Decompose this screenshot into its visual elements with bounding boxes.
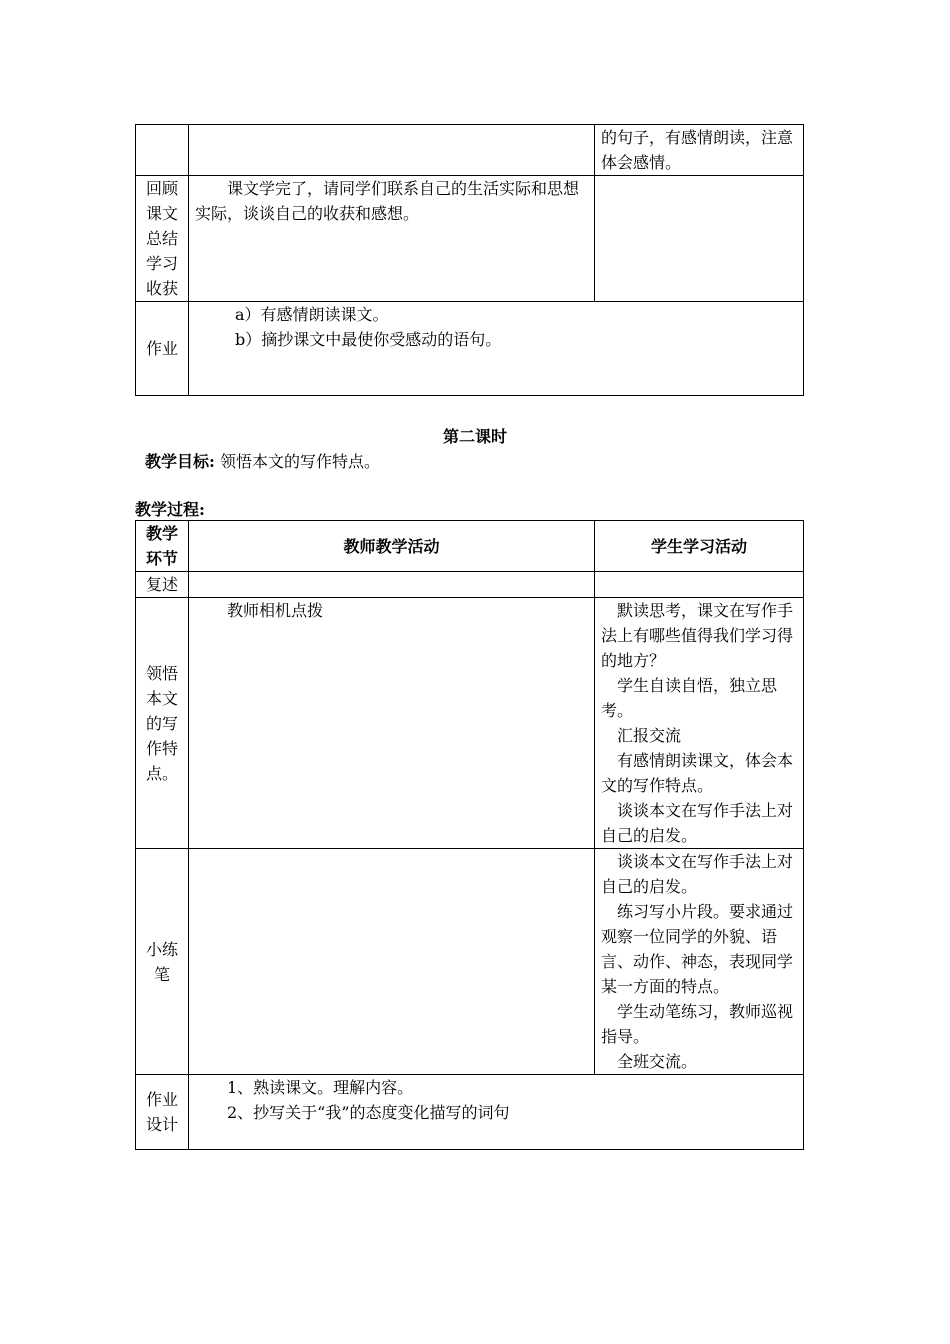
- goal-label: 教学目标:: [145, 452, 215, 471]
- stage-label: [136, 302, 189, 396]
- stage-text: 小练笔: [145, 939, 178, 984]
- cell: [189, 176, 595, 302]
- cell: [189, 598, 595, 849]
- cell: [189, 572, 595, 598]
- table-row: [136, 302, 804, 396]
- cell-text: 学生自读自悟，独立思考。: [601, 676, 778, 720]
- list-item: a）有感情朗读课文。: [235, 305, 389, 324]
- cell-text: 教师相机点拨: [227, 601, 324, 620]
- cell-text: 练习写小片段。要求通过观察一位同学的外貌、语言、动作、神态，表现同学某一方面的特点。: [601, 902, 794, 996]
- header-teacher: 教师教学活动: [189, 521, 595, 572]
- stage-label: [136, 176, 189, 302]
- stage-text: 作业设计: [145, 1090, 178, 1134]
- lesson1-table: [135, 124, 804, 396]
- stage-text: 领悟本文的写作特点。: [145, 663, 178, 783]
- cell: [189, 849, 595, 1075]
- process-label: 教学过程:: [135, 500, 205, 519]
- teaching-goal: [145, 449, 380, 472]
- header-student: 学生学习活动: [595, 521, 804, 572]
- cell: [189, 125, 595, 176]
- cell: [136, 125, 189, 176]
- cell-text: 学生动笔练习，教师巡视指导。: [601, 1002, 794, 1046]
- table-row: [136, 125, 804, 176]
- table-row: [136, 849, 804, 1075]
- cell-text: 默读思考，课文在写作手法上有哪些值得我们学习得的地方？: [601, 601, 794, 670]
- cell: [189, 302, 804, 396]
- list-item: b）摘抄课文中最使你受感动的语句。: [235, 330, 502, 349]
- cell-text: 汇报交流: [617, 726, 682, 745]
- header-stage: 教学环节: [136, 521, 189, 572]
- cell: [595, 598, 804, 849]
- cell-text: 课文学完了，请同学们联系自己的生活实际和思想实际，谈谈自己的收获和感想。: [195, 179, 580, 223]
- table-row: [136, 1075, 804, 1150]
- stage-label: 复述: [136, 572, 189, 598]
- cell: [595, 125, 804, 176]
- cell-text: 的句子，有感情朗读，注意体会感情。: [601, 128, 794, 172]
- cell: [595, 176, 804, 302]
- stage-label: [136, 1075, 189, 1150]
- list-item: 1、熟读课文。理解内容。: [227, 1078, 414, 1097]
- stage-text: 作业: [145, 339, 178, 358]
- stage-label: [136, 849, 189, 1075]
- homework-list: [195, 302, 797, 352]
- cell: [189, 1075, 804, 1150]
- cell-text: 全班交流。: [617, 1052, 698, 1071]
- table-header-row: [136, 521, 804, 572]
- cell-text: 谈谈本文在写作手法上对自己的启发。: [601, 801, 794, 845]
- table-row: [136, 176, 804, 302]
- goal-text: 领悟本文的写作特点。: [220, 452, 381, 471]
- stage-text: 回顾课文总结学习收获: [145, 179, 178, 298]
- cell: [595, 572, 804, 598]
- table-row: [136, 598, 804, 849]
- table-row: [136, 572, 804, 598]
- lesson2-table: [135, 520, 804, 1150]
- cell-text: 谈谈本文在写作手法上对自己的启发。: [601, 852, 794, 896]
- cell: [595, 849, 804, 1075]
- list-item: 2、抄写关于“我”的态度变化描写的词句: [227, 1103, 510, 1122]
- lesson2-title: 第二课时: [442, 427, 507, 446]
- stage-label: [136, 598, 189, 849]
- cell-text: 有感情朗读课文，体会本文的写作特点。: [601, 751, 794, 795]
